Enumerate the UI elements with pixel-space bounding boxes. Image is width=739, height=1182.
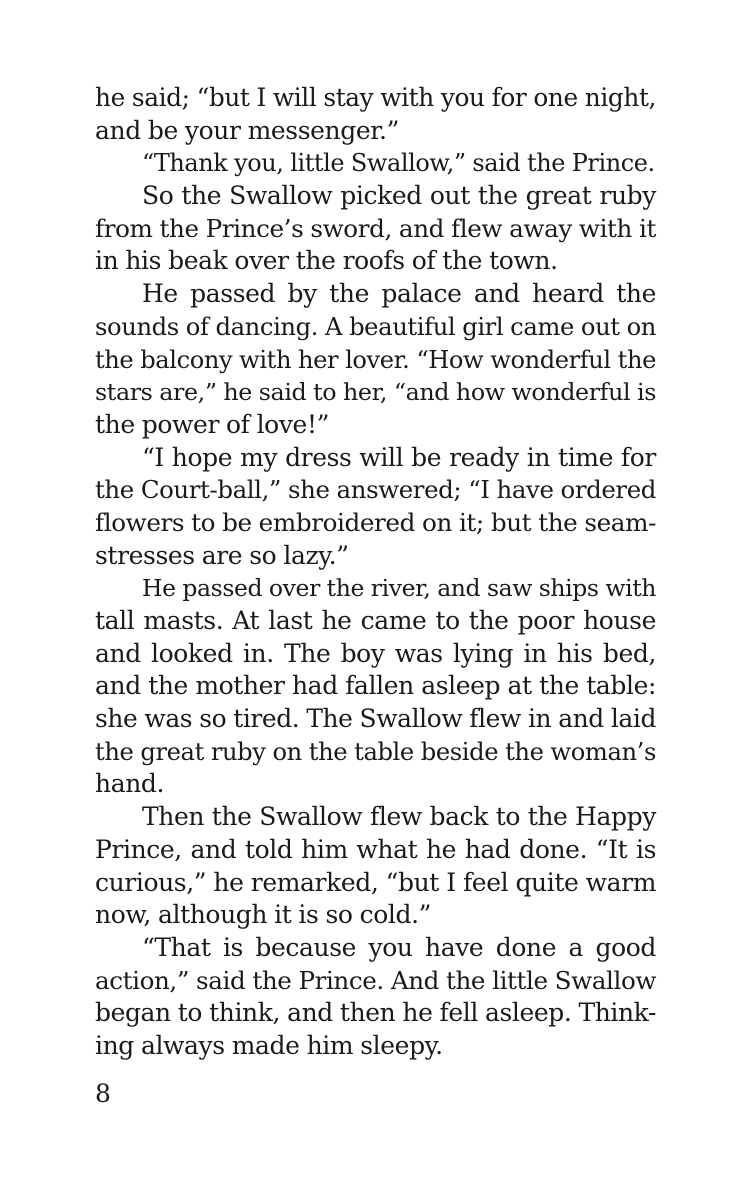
text-line: “That is because you have done a good — [142, 932, 656, 962]
text-line: the great ruby on the table beside the woman’s — [95, 737, 656, 766]
text-line: tall masts. At last he came to the poor house — [95, 606, 656, 635]
text-line: the balcony with her lover. “How wonderful the — [95, 345, 656, 374]
text-line: now, although it is so cold.” — [95, 900, 431, 930]
paragraph — [95, 932, 656, 1063]
text-line: and be your messenger.” — [95, 115, 399, 145]
page-number: 8 — [95, 1079, 111, 1108]
text-line: and looked in. The boy was lying in his bed, — [95, 638, 656, 668]
paragraph — [95, 180, 656, 278]
paragraph — [95, 278, 656, 441]
paragraph — [95, 147, 656, 180]
text-line: “Thank you, little Swallow,” said the Prince. — [142, 149, 655, 178]
paragraph — [95, 442, 656, 573]
text-line: curious,” he remarked, “but I feel quite warm — [95, 867, 656, 897]
text-line: sounds of dancing. A beautiful girl came out on — [95, 311, 656, 341]
text-line: He passed by the palace and heard the — [142, 279, 656, 309]
text-line: the Court-ball,” she answered; “I have ordered — [95, 475, 656, 505]
text-line: ing always made him sleepy. — [95, 1030, 443, 1060]
text-line: from the Prince’s sword, and flew away with it — [95, 213, 656, 243]
text-line: in his beak over the roofs of the town. — [95, 246, 558, 276]
text-line: and the mother had fallen asleep at the table: — [95, 671, 656, 701]
page-body — [95, 82, 656, 1063]
text-line: he said; “but I will stay with you for one night, — [95, 83, 656, 112]
paragraph — [95, 801, 656, 932]
text-line: Prince, and told him what he had done. “It is — [95, 834, 656, 864]
paragraph — [95, 82, 656, 147]
text-line: action,” said the Prince. And the little Swallow — [95, 965, 656, 995]
text-line: she was so tired. The Swallow flew in and laid — [95, 704, 656, 734]
text-line: hand. — [95, 769, 165, 799]
text-line: the power of love!” — [95, 409, 329, 439]
text-line: flowers to be embroidered on it; but the seam- — [95, 507, 656, 537]
text-line: stars are,” he said to her, “and how wonderful is — [95, 378, 656, 407]
text-line: Then the Swallow flew back to the Happy — [142, 802, 656, 832]
text-line: So the Swallow picked out the great ruby — [142, 181, 656, 211]
paragraph — [95, 572, 656, 801]
text-line: “I hope my dress will be ready in time for — [142, 442, 656, 472]
text-line: stresses are so lazy.” — [95, 540, 349, 570]
text-line: He passed over the river, and saw ships with — [142, 574, 656, 603]
text-line: began to think, and then he fell asleep. Think- — [95, 998, 656, 1028]
